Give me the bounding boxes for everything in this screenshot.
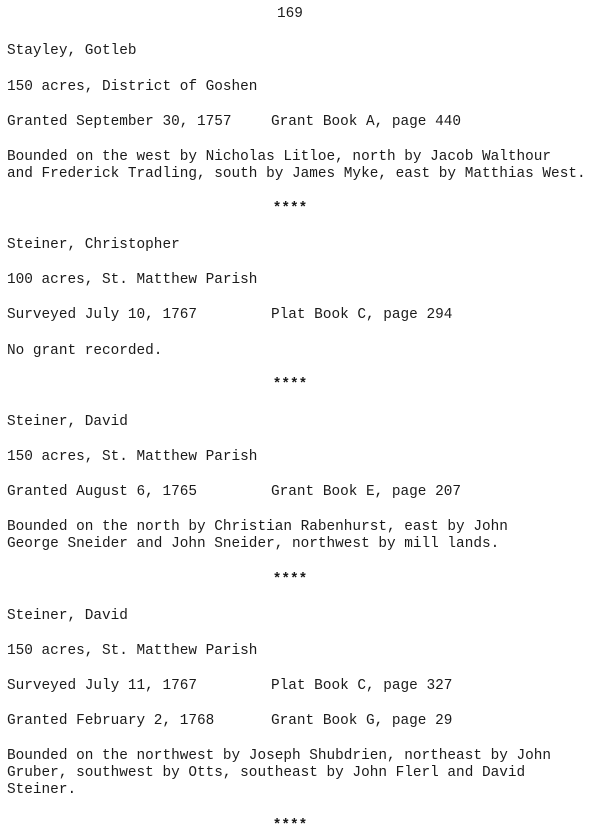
entry-note: No grant recorded. xyxy=(7,343,163,359)
record-book: Plat Book C, page 294 xyxy=(271,307,453,323)
record-book: Grant Book G, page 29 xyxy=(271,713,453,729)
entry-note: and Frederick Tradling, south by James Myke, east by Matthias West. xyxy=(7,166,586,182)
entry-name: Steiner, David xyxy=(7,414,128,430)
entry-separator: **** xyxy=(272,572,308,588)
entry-acreage: 150 acres, District of Goshen xyxy=(7,79,258,95)
record-event: Surveyed July 10, 1767 xyxy=(7,307,197,323)
entry-name: Steiner, David xyxy=(7,608,128,624)
entry-note: Steiner. xyxy=(7,782,77,798)
record-event: Granted September 30, 1757 xyxy=(7,114,232,130)
record-book: Plat Book C, page 327 xyxy=(271,678,453,694)
entry-separator: **** xyxy=(272,201,308,217)
entry-name: Steiner, Christopher xyxy=(7,237,180,253)
entry-separator: **** xyxy=(272,377,308,393)
entry-acreage: 150 acres, St. Matthew Parish xyxy=(7,449,258,465)
record-book: Grant Book E, page 207 xyxy=(271,484,461,500)
entry-separator: **** xyxy=(272,818,308,834)
entry-note: George Sneider and John Sneider, northwest by mill lands. xyxy=(7,536,500,552)
entry-acreage: 150 acres, St. Matthew Parish xyxy=(7,643,258,659)
record-book: Grant Book A, page 440 xyxy=(271,114,461,130)
entry-note: Bounded on the west by Nicholas Litloe, north by Jacob Walthour xyxy=(7,149,552,165)
entry-acreage: 100 acres, St. Matthew Parish xyxy=(7,272,258,288)
record-event: Granted February 2, 1768 xyxy=(7,713,215,729)
page-number: 169 xyxy=(277,6,303,22)
record-event: Granted August 6, 1765 xyxy=(7,484,197,500)
entry-name: Stayley, Gotleb xyxy=(7,43,137,59)
record-event: Surveyed July 11, 1767 xyxy=(7,678,197,694)
entry-note: Bounded on the northwest by Joseph Shubdrien, northeast by John xyxy=(7,748,552,764)
entry-note: Bounded on the north by Christian Rabenhurst, east by John xyxy=(7,519,508,535)
entry-note: Gruber, southwest by Otts, southeast by John Flerl and David xyxy=(7,765,526,781)
